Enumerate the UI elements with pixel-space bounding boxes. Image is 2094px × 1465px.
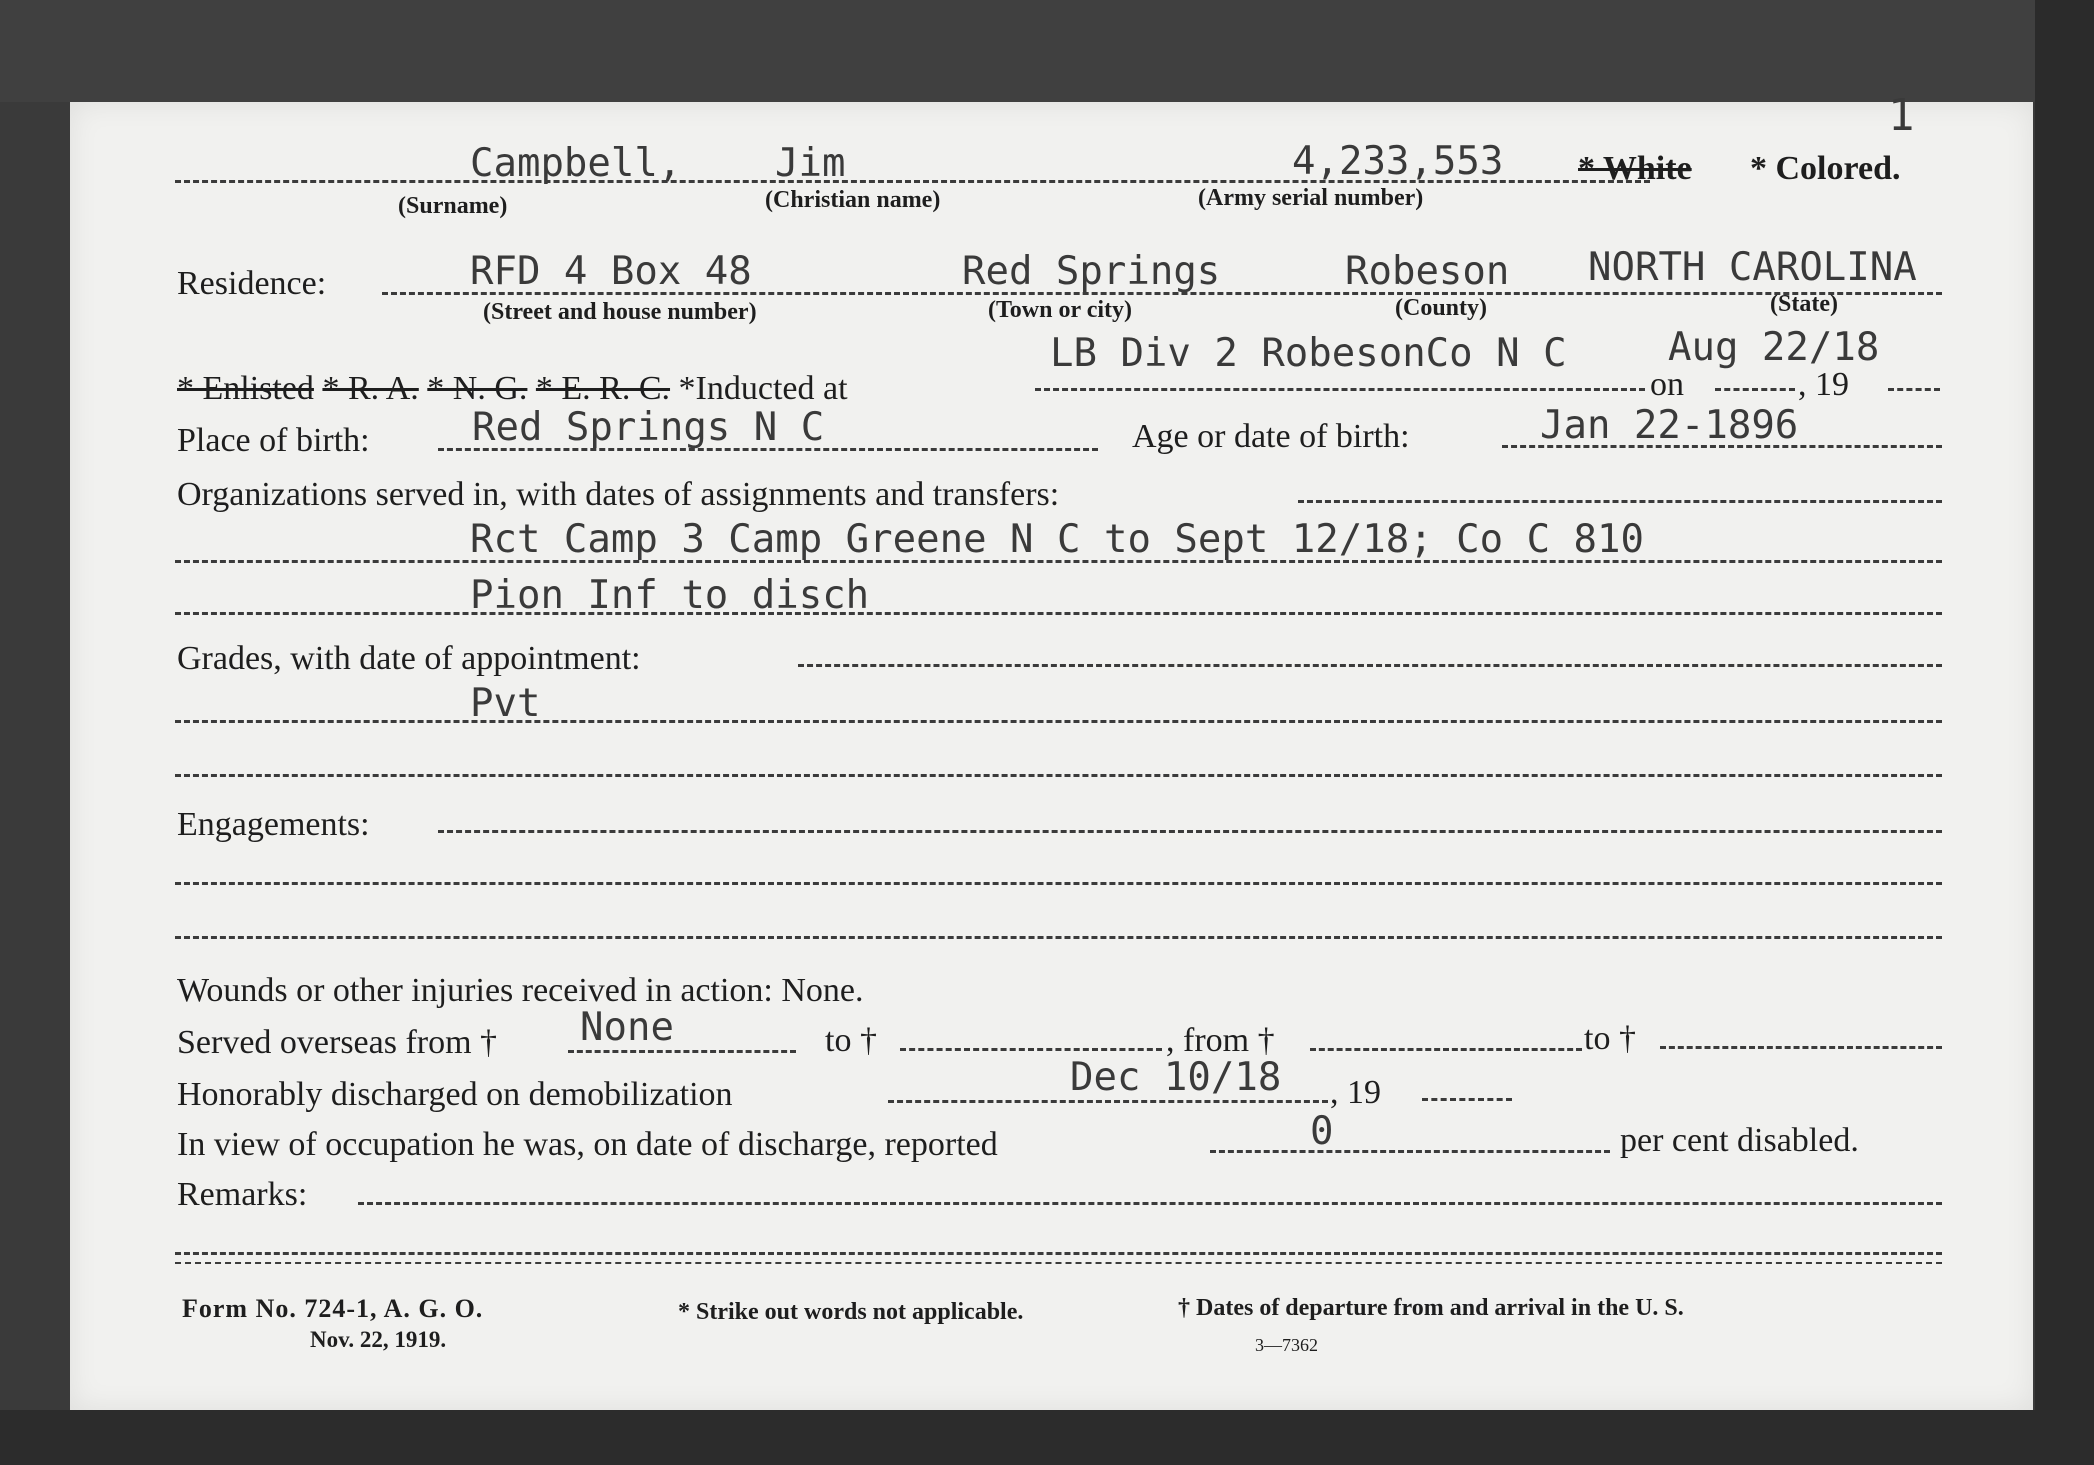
- grades-label: Grades, with date of appointment:: [177, 640, 641, 677]
- wounds-label: Wounds or other injuries received in action: None.: [177, 972, 864, 1009]
- surname-value: Campbell,: [470, 141, 682, 186]
- serial-number-value: 4,233,553: [1292, 139, 1504, 184]
- scanner-background-bottom: [0, 1410, 2094, 1465]
- ra-option: * R. A.: [322, 370, 419, 407]
- overseas-to2-label: to †: [1584, 1020, 1636, 1057]
- date-line: [1715, 388, 1795, 391]
- print-code: 3—7362: [1255, 1335, 1318, 1355]
- overseas-from2-label: , from †: [1166, 1022, 1275, 1059]
- scanner-background-right: [2035, 0, 2094, 1465]
- caption-street: (Street and house number): [483, 299, 757, 325]
- year-line: [1888, 388, 1940, 391]
- overseas-to-line: [900, 1048, 1162, 1051]
- engagements-line-1: [175, 882, 1942, 885]
- on-label: on: [1650, 366, 1684, 403]
- organizations-line-2: [175, 612, 1942, 615]
- inducted-option: *Inducted at: [678, 370, 848, 407]
- inducted-date-value: Aug 22/18: [1668, 325, 1880, 370]
- enlistment-type-labels: [177, 372, 848, 406]
- engagements-line: [438, 830, 1942, 833]
- dates-note: † Dates of departure from and arrival in the U. S.: [1178, 1295, 1684, 1321]
- grades-line-1: [175, 720, 1942, 723]
- inducted-at-line: [1035, 388, 1645, 391]
- disabled-suffix: per cent disabled.: [1620, 1122, 1859, 1159]
- year-prefix: , 19: [1798, 366, 1849, 403]
- service-record-card: [70, 90, 2033, 1410]
- overseas-from2-line: [1310, 1048, 1582, 1051]
- state-value: NORTH CAROLINA: [1588, 245, 1917, 290]
- town-value: Red Springs: [962, 249, 1221, 294]
- organizations-label: Organizations served in, with dates of assignments and transfers:: [177, 476, 1060, 513]
- page-number: 1: [1888, 90, 1915, 141]
- grades-line-2: [175, 774, 1942, 777]
- organizations-value-2: Pion Inf to disch: [470, 573, 870, 618]
- organizations-value-1: Rct Camp 3 Camp Greene N C to Sept 12/18; Co C 810: [470, 517, 1644, 562]
- scanner-background-top: [0, 0, 2094, 102]
- discharge-date-value: Dec 10/18: [1070, 1055, 1282, 1100]
- christian-name-value: Jim: [775, 141, 846, 186]
- age-label: Age or date of birth:: [1132, 418, 1410, 455]
- overseas-to-label: to †: [825, 1022, 877, 1059]
- remarks-line-1: [175, 1252, 1942, 1255]
- overseas-from-value: None: [580, 1005, 674, 1050]
- engagements-label: Engagements:: [177, 806, 370, 843]
- disabled-line: [1210, 1150, 1610, 1153]
- discharge-label: Honorably discharged on demobilization: [177, 1076, 733, 1113]
- overseas-label: Served overseas from †: [177, 1024, 498, 1061]
- caption-state: (State): [1770, 291, 1838, 317]
- residence-label: Residence:: [177, 265, 327, 302]
- birth-date-value: Jan 22-1896: [1540, 403, 1799, 448]
- discharge-year-line: [1422, 1098, 1512, 1101]
- birth-place-value: Red Springs N C: [472, 405, 825, 450]
- discharge-year-prefix: , 19: [1330, 1074, 1381, 1111]
- caption-serial-number: (Army serial number): [1198, 185, 1424, 211]
- street-value: RFD 4 Box 48: [470, 249, 752, 294]
- remarks-label: Remarks:: [177, 1176, 308, 1213]
- grade-value: Pvt: [470, 681, 541, 726]
- race-colored: * Colored.: [1750, 150, 1901, 187]
- form-date: Nov. 22, 1919.: [310, 1327, 447, 1352]
- overseas-to2-line: [1660, 1046, 1942, 1049]
- erc-option: * E. R. C.: [535, 370, 671, 407]
- remarks-line: [358, 1202, 1942, 1205]
- ng-option: * N. G.: [427, 370, 528, 407]
- birth-place-label: Place of birth:: [177, 422, 370, 459]
- inducted-at-value: LB Div 2 RobesonCo N C: [1050, 331, 1567, 376]
- race-white: * White: [1578, 150, 1692, 187]
- disabled-label: In view of occupation he was, on date of discharge, reported: [177, 1126, 998, 1163]
- engagements-line-2: [175, 936, 1942, 939]
- caption-county: (County): [1395, 295, 1488, 321]
- disabled-value: 0: [1310, 1109, 1334, 1154]
- caption-town: (Town or city): [988, 297, 1132, 323]
- caption-christian-name: (Christian name): [765, 187, 941, 213]
- discharge-date-line: [888, 1100, 1328, 1103]
- enlisted-option: * Enlisted: [177, 370, 314, 407]
- strike-note: * Strike out words not applicable.: [678, 1299, 1024, 1325]
- county-value: Robeson: [1345, 249, 1510, 294]
- form-number: Form No. 724-1, A. G. O.: [182, 1294, 484, 1323]
- organizations-line: [1298, 500, 1942, 503]
- overseas-from-line: [568, 1050, 796, 1053]
- grades-line: [798, 664, 1942, 667]
- caption-surname: (Surname): [398, 193, 508, 219]
- remarks-line-2: [175, 1262, 1942, 1264]
